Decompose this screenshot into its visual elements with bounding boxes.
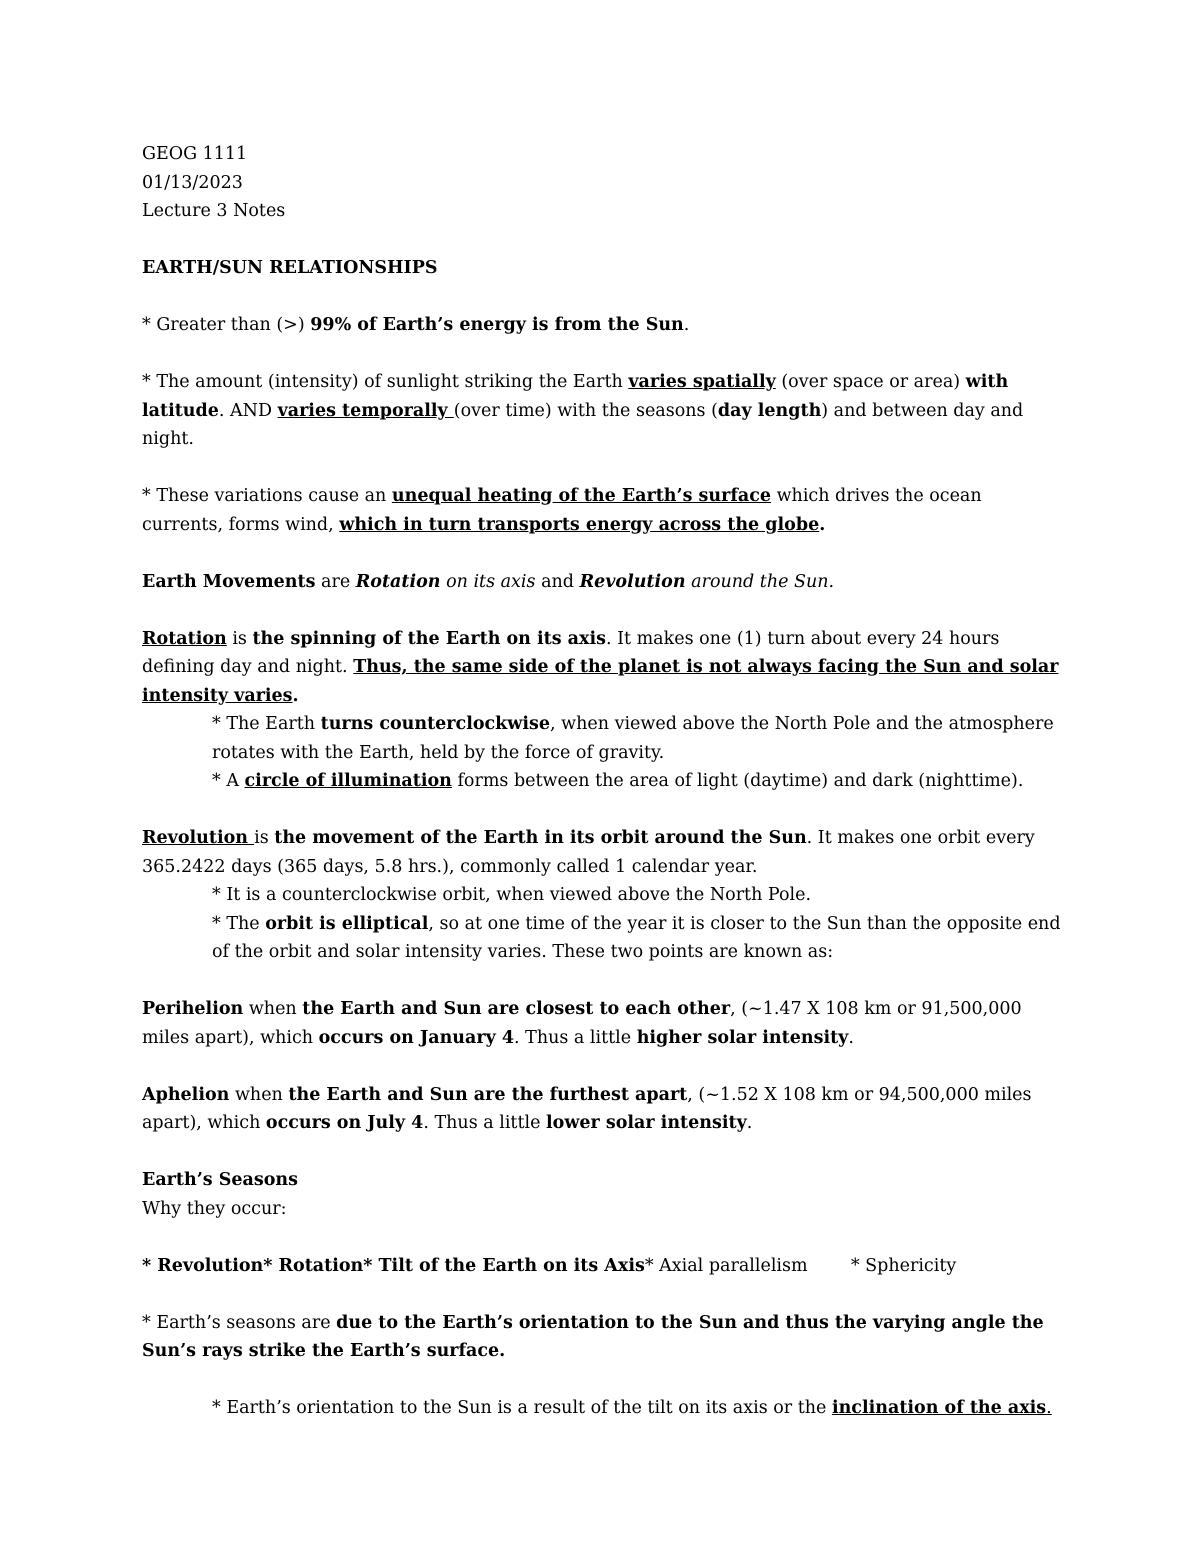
paragraph-sun-energy: * Greater than (>) 99% of Earth’s energy is from the Sun. (142, 315, 690, 335)
paragraph-sunlight-intensity: * The amount (intensity) of sunlight striking the Earth varies spatially (over space or area) with latitude. AND varies temporally (over time) with the seasons (day length) and between day and night. (142, 372, 1024, 449)
lecture-title: Lecture 3 Notes (142, 201, 286, 221)
seasons-heading: Earth’s Seasons (142, 1170, 298, 1190)
factor-revolution: * Revolution (142, 1255, 264, 1276)
seasons-why: Why they occur: (142, 1198, 287, 1219)
rotation-bullet-circle-of-illumination: * A circle of illumination forms between the area of light (daytime) and dark (nighttime). (212, 771, 1024, 791)
paragraph-perihelion: Perihelion when the Earth and Sun are closest to each other, (~1.47 X 108 km or 91,500,000 miles apart), which occurs on January 4. Thus a little higher solar intensity. (142, 999, 1022, 1048)
revolution-bullet-elliptical: * The orbit is elliptical, so at one time of the year it is closer to the Sun than the opposite end of the orbit and solar intensity varies. These two points are known as: (212, 913, 1061, 962)
document-page (142, 140, 1062, 1423)
factor-tilt: * Tilt of the Earth on its Axis (363, 1255, 645, 1276)
seasons-factors-row (142, 1252, 1062, 1281)
factor-sphericity: * Sphericity (850, 1255, 957, 1276)
paragraph-unequal-heating: * These variations cause an unequal heating of the Earth’s surface which drives the ocean currents, forms wind, which in turn transports energy across the globe. (142, 486, 982, 535)
paragraph-earth-movements: Earth Movements are Rotation on its axis and Revolution around the Sun. (142, 571, 835, 592)
rotation-bullet-counterclockwise: * The Earth turns counterclockwise, when viewed above the North Pole and the atmosphere rotates with the Earth, held by the force of gravity. (212, 714, 1054, 763)
factor-rotation: * Rotation (263, 1255, 364, 1276)
paragraph-orientation: * Earth’s orientation to the Sun is a result of the tilt on its axis or the inclination of the axis. (212, 1398, 1052, 1418)
course-code: GEOG 1111 (142, 144, 248, 164)
paragraph-revolution: Revolution is the movement of the Earth in its orbit around the Sun. It makes one orbit every 365.2422 days (365 days, 5.8 hrs.), commonly called 1 calendar year. (142, 828, 1035, 877)
paragraph-seasons-cause: * Earth’s seasons are due to the Earth’s orientation to the Sun and thus the varying angle the Sun’s rays strike the Earth’s surface. (142, 1312, 1044, 1361)
lecture-date: 01/13/2023 (142, 172, 243, 193)
factor-axial-parallelism: * Axial parallelism (644, 1255, 808, 1276)
section-heading: EARTH/SUN RELATIONSHIPS (142, 258, 438, 278)
paragraph-rotation: Rotation is the spinning of the Earth on its axis. It makes one (1) turn about every 24 hours defining day and night. Thus, the same side of the planet is not always facing the Sun and solar intensity varies. (142, 628, 1059, 706)
paragraph-aphelion: Aphelion when the Earth and Sun are the furthest apart, (~1.52 X 108 km or 94,500,000 miles apart), which occurs on July 4. Thus a little lower solar intensity. (142, 1084, 1032, 1133)
revolution-bullet-orbit-direction: * It is a counterclockwise orbit, when viewed above the North Pole. (212, 885, 812, 905)
